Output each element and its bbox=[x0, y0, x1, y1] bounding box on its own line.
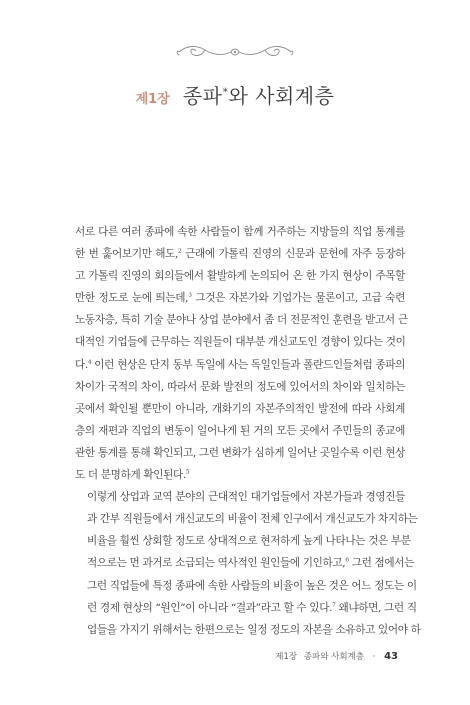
chapter-title-text: 종파 bbox=[182, 84, 223, 108]
text-segment: 다. bbox=[75, 358, 88, 371]
text-line bbox=[75, 597, 417, 619]
footnote-ref: 3 bbox=[188, 292, 192, 299]
text-line bbox=[75, 331, 405, 353]
chapter-heading bbox=[0, 80, 470, 109]
text-line bbox=[75, 309, 408, 331]
footnote-ref: 7 bbox=[332, 602, 336, 609]
text-line bbox=[75, 243, 405, 265]
chapter-number: 제1장 bbox=[135, 92, 170, 107]
footnote-ref: 2 bbox=[178, 248, 182, 255]
text-segment: 과 간부 직원들에서 개신교도의 비율이 전체 인구에서 개신교도가 차지하는 bbox=[87, 513, 418, 526]
chapter-ornament bbox=[175, 42, 295, 62]
text-segment: 차이가 국적의 차이, 따라서 문화 발전의 정도에 있어서의 차이와 일치하는 bbox=[75, 380, 405, 393]
text-line bbox=[75, 420, 405, 442]
chapter-title-note-mark: * bbox=[222, 85, 229, 99]
text-line bbox=[75, 530, 411, 552]
text-segment: 이렇게 상업과 교역 분야의 근대적인 대기업들에서 자본가들과 경영진들 bbox=[87, 491, 405, 504]
text-segment: 고 가톨릭 진영의 회의들에서 활발하게 논의되어 온 한 가지 현상이 주목할 bbox=[75, 270, 405, 283]
text-segment: 이런 현상은 단지 동부 독일에 사는 독일인들과 폴란드인들처럼 종파의 bbox=[91, 358, 406, 371]
text-line bbox=[75, 619, 421, 641]
page-number: 43 bbox=[384, 651, 398, 662]
text-line bbox=[75, 287, 405, 309]
footer-separator: · bbox=[372, 652, 376, 662]
text-segment: 그런 점에서는 bbox=[348, 557, 415, 570]
text-segment: 서로 다른 여러 종파에 속한 사람들이 함께 거주하는 지방들의 직업 통계를 bbox=[75, 226, 405, 238]
footer-chapter-label: 제1장 bbox=[275, 652, 298, 662]
text-segment: 그런 직업들에 특정 종파에 속한 사람들의 비율이 높은 것은 어느 정도는 이 bbox=[87, 579, 417, 592]
text-segment: 곳에서 확인될 뿐만이 아니라, 개화기의 자본주의적인 발전에 따라 사회계 bbox=[75, 402, 405, 415]
body-paragraph bbox=[75, 221, 408, 486]
text-line bbox=[75, 508, 418, 530]
text-line bbox=[75, 376, 405, 398]
text-segment: 왜냐하면, 그런 직 bbox=[335, 601, 417, 614]
text-segment: 그것은 자본가와 기업가는 물론이고, 고급 숙련 bbox=[191, 292, 405, 305]
text-segment: 관한 통계를 통해 확인되고, 그런 변화가 심하게 일어난 곳일수록 이런 현상 bbox=[75, 446, 405, 459]
text-line bbox=[75, 442, 405, 464]
chapter-title bbox=[183, 84, 335, 108]
chapter-title-text-rest: 와 사회계층 bbox=[228, 84, 335, 108]
text-line bbox=[75, 354, 405, 376]
footnote-ref: 6 bbox=[345, 557, 349, 564]
text-segment: 적으로는 먼 과거로 소급되는 역사적인 원인들에 기인하고, bbox=[87, 557, 346, 570]
text-segment: 층의 재편과 직업의 변동이 일어나게 된 거의 모든 곳에서 주민들의 종교에 bbox=[75, 424, 405, 437]
text-line bbox=[75, 265, 405, 287]
page-footer bbox=[0, 650, 398, 662]
text-line bbox=[75, 486, 405, 508]
text-segment: 노동자층, 특히 기술 분야나 상업 분야에서 좀 더 전문적인 훈련을 받고서 근 bbox=[75, 314, 408, 327]
text-line bbox=[75, 552, 415, 574]
body-text bbox=[75, 221, 421, 641]
text-segment: 근래에 가톨릭 진영의 신문과 문헌에 자주 등장하 bbox=[181, 248, 405, 261]
text-segment: 한 번 훑어보기만 해도, bbox=[75, 248, 179, 261]
text-segment: 대적인 기업들에 근무하는 직원들이 대부분 개신교도인 경향이 있다는 것이 bbox=[75, 336, 406, 349]
text-segment: 만한 정도로 눈에 띄는데, bbox=[75, 292, 189, 305]
text-line bbox=[75, 221, 405, 243]
text-segment: 업들을 가지기 위해서는 한편으로는 일정 정도의 자본을 소유하고 있어야 하 bbox=[87, 623, 421, 636]
text-line bbox=[75, 464, 405, 486]
footnote-ref: 4 bbox=[87, 359, 92, 366]
text-segment: 런 경제 현상의 “원인”이 아니라 “결과”라고 할 수 있다. bbox=[87, 601, 333, 614]
text-line bbox=[75, 398, 405, 420]
text-line bbox=[75, 575, 417, 597]
footnote-ref: 5 bbox=[185, 469, 190, 476]
text-segment: 도 더 분명하게 확인된다. bbox=[75, 469, 186, 482]
text-segment: 비율을 훨씬 상회할 정도로 상대적으로 현저하게 높게 나타나는 것은 부분 bbox=[87, 535, 411, 548]
footer-running-title: 종파와 사회계층 bbox=[303, 652, 364, 662]
body-paragraph bbox=[75, 486, 421, 641]
